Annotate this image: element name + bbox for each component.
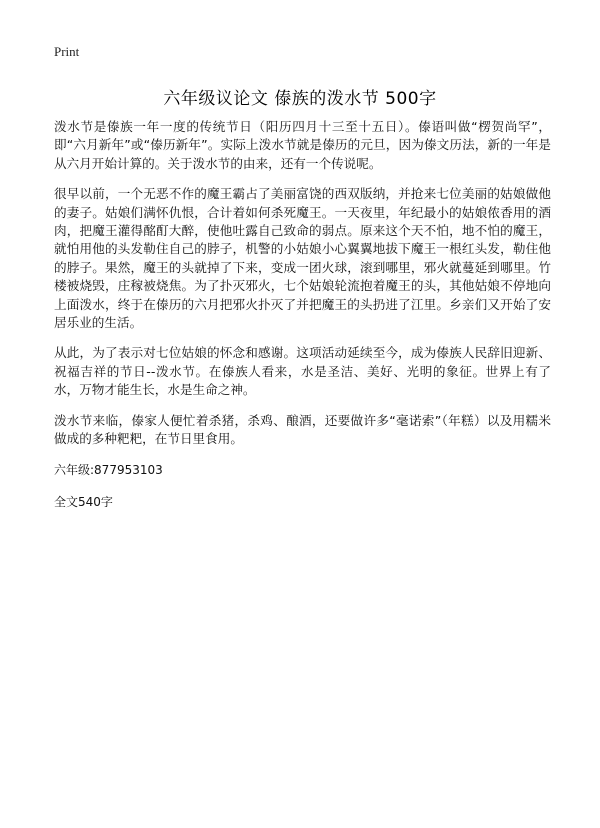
print-link[interactable]: Print: [54, 44, 80, 59]
paragraph-legend: 很早以前，一个无恶不作的魔王霸占了美丽富饶的西双版纳，并抢来七位美丽的姑娘做他的妻子。姑娘们满怀仇恨，合计着如何杀死魔王。一天夜里，年纪最小的姑娘侬香用的酒肉，把魔王灌得酩酊大醉，使他吐露自己致命的弱点。原来这个天不怕，地不怕的魔王，就怕用他的头发勒住自己的脖子，机警的小姑娘小心翼翼地拔下魔王一根红头发，勒住他的脖子。果然，魔王的头就掉了下来，变成一团火球，滚到哪里，邪火就蔓延到哪里。竹楼被烧毁，庄稼被烧焦。为了扑灭邪火，七个姑娘轮流抱着魔王的头，其他姑娘不停地向上面泼水，终于在傣历的六月把邪火扑灭了并把魔王的头扔进了江里。乡亲们又开始了安居乐业的生活。: [54, 186, 551, 331]
article-body: [54, 118, 551, 511]
page-title: 六年级议论文 傣族的泼水节 500字: [163, 89, 437, 109]
paragraph-celebration: 泼水节来临，傣家人便忙着杀猪，杀鸡、酿酒，还要做许多“毫诺索”（年糕）以及用糯米做成的多种粑粑，在节日里食用。: [54, 412, 551, 447]
grade-code: 六年级:877953103: [54, 462, 163, 477]
word-count: 全文540字: [54, 494, 113, 509]
paragraph-intro: 泼水节是傣族一年一度的传统节日（阳历四月十三至十五日）。傣语叫做“楞贺尚罕”，即“六月新年”或“傣历新年”。实际上泼水节就是傣历的元旦，因为傣文历法，新的一年是从六月开始计算的。关于泼水节的由来，还有一个传说呢。: [54, 119, 551, 171]
paragraph-tradition: 从此，为了表示对七位姑娘的怀念和感谢。这项活动延续至今，成为傣族人民辞旧迎新、祝福吉祥的节日--泼水节。在傣族人看来，水是圣洁、美好、光明的象征。世界上有了水，万物才能生长，水是生命之神。: [54, 345, 551, 398]
